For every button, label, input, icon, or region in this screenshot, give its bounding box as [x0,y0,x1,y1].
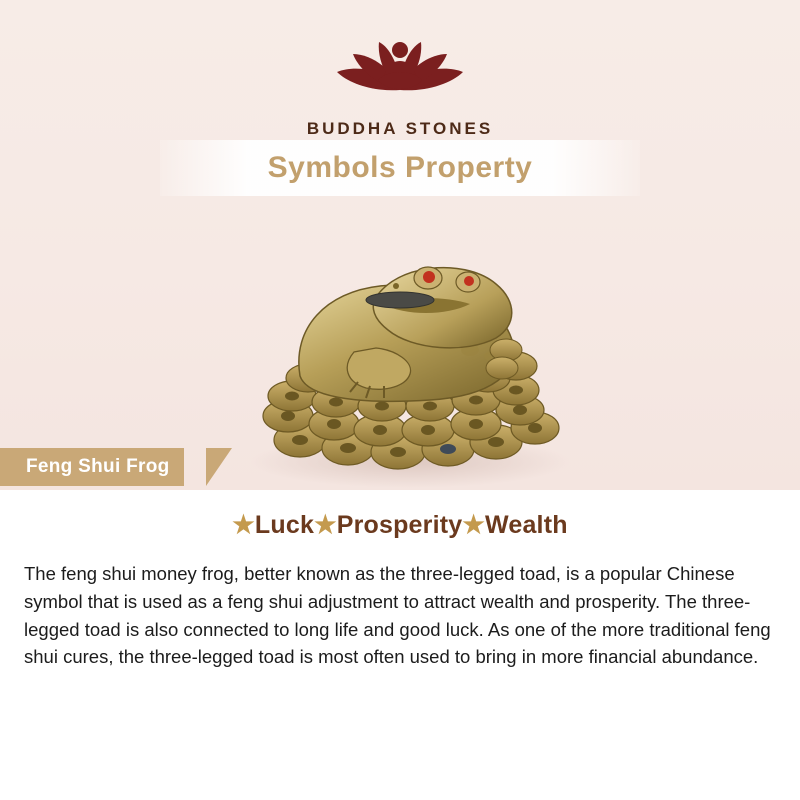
tagline-word-wealth: Wealth [485,511,568,539]
page-title: Symbols Property [267,151,533,184]
title-banner [160,140,640,196]
brand-logo [0,28,800,139]
tagline-word-prosperity: Prosperity [336,511,463,539]
star-icon-1: ★ [232,511,255,539]
tagline [0,510,800,540]
description-text: The feng shui money frog, better known as the three-legged toad, is a popular Chinese symbol that is used as a feng shui adjustment to attract wealth and prosperity. The three-legged toad is also connected to long life and good luck. As one of the more traditional feng shui cures, the three-legged toad is most often used to bring in more financial abundance. [24,563,771,668]
brand-name: BUDDHA STONES [306,119,494,138]
star-icon-2: ★ [314,511,337,539]
tagline-word-luck: Luck [254,511,315,539]
product-image [230,200,590,490]
product-label: Feng Shui Frog [26,456,170,477]
star-icon-3: ★ [462,511,485,539]
product-label-ribbon [0,448,184,486]
product-label-ribbon-tail [206,448,232,486]
description-section [0,490,800,800]
lotus-meditation-icon [0,28,800,113]
